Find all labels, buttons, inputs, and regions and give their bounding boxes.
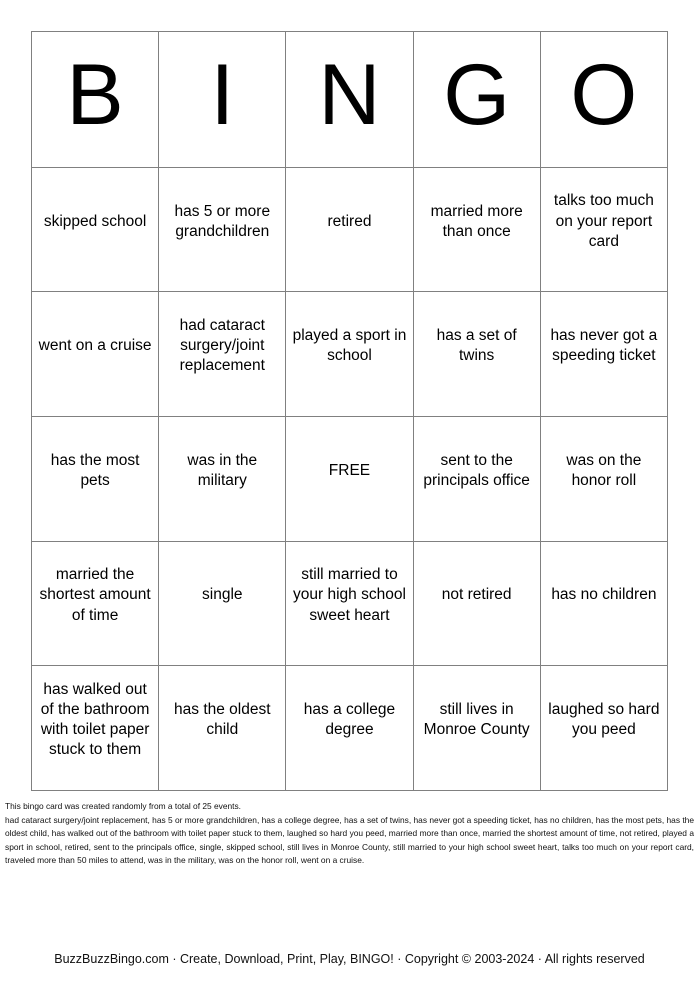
header-letter-i: I bbox=[210, 47, 235, 144]
bingo-cell[interactable] bbox=[286, 167, 413, 292]
bingo-grid bbox=[31, 31, 668, 791]
header-cell-g bbox=[413, 32, 540, 168]
bingo-cell-text: has walked out of the bathroom with toilet paper stuck to them bbox=[40, 680, 150, 759]
header-letter-o: O bbox=[570, 47, 638, 144]
bingo-free-cell[interactable] bbox=[286, 417, 413, 542]
disclaimer-line-1: This bingo card was created randomly from a total of 25 events. bbox=[5, 801, 242, 811]
bingo-header-row bbox=[32, 32, 668, 168]
disclaimer bbox=[5, 800, 694, 868]
bingo-cell[interactable] bbox=[413, 541, 540, 666]
bingo-row bbox=[32, 417, 668, 542]
bingo-cell[interactable] bbox=[413, 292, 540, 417]
bingo-cell[interactable] bbox=[540, 666, 667, 791]
bingo-cell[interactable] bbox=[286, 541, 413, 666]
bingo-cell-text: sent to the principals office bbox=[423, 451, 530, 489]
bingo-cell[interactable] bbox=[286, 292, 413, 417]
bingo-cell-text: has the most pets bbox=[50, 451, 140, 489]
bingo-cell[interactable] bbox=[159, 417, 286, 542]
bingo-row bbox=[32, 541, 668, 666]
bingo-cell[interactable] bbox=[159, 292, 286, 417]
bingo-row bbox=[32, 666, 668, 791]
bingo-row bbox=[32, 292, 668, 417]
header-cell-b bbox=[32, 32, 159, 168]
bingo-cell-text: went on a cruise bbox=[38, 337, 152, 355]
bingo-cell-text: still married to your high school sweet heart bbox=[293, 566, 406, 624]
bingo-cell[interactable] bbox=[32, 417, 159, 542]
bingo-cell-text: has no children bbox=[551, 586, 657, 604]
footer-text: BuzzBuzzBingo.com · Create, Download, Print, Play, BINGO! · Copyright © 2003-2024 · All rights reserved bbox=[54, 952, 645, 966]
bingo-cell-text: still lives in Monroe County bbox=[423, 701, 530, 739]
bingo-cell[interactable] bbox=[159, 541, 286, 666]
header-cell-o bbox=[540, 32, 667, 168]
bingo-cell-text: married the shortest amount of time bbox=[39, 566, 151, 624]
bingo-cell[interactable] bbox=[286, 666, 413, 791]
bingo-cell-text: not retired bbox=[441, 586, 512, 604]
bingo-cell-text: played a sport in school bbox=[292, 327, 407, 365]
bingo-cell[interactable] bbox=[159, 167, 286, 292]
bingo-cell-text: has never got a speeding ticket bbox=[550, 327, 658, 365]
footer bbox=[0, 952, 699, 967]
bingo-cell[interactable] bbox=[32, 167, 159, 292]
bingo-cell-text: talks too much on your report card bbox=[553, 192, 654, 250]
bingo-cell-text: has a set of twins bbox=[436, 327, 517, 365]
bingo-cell[interactable] bbox=[32, 666, 159, 791]
bingo-cell-text: skipped school bbox=[43, 212, 147, 230]
header-letter-g: G bbox=[443, 47, 511, 144]
bingo-cell-text: had cataract surgery/joint replacement bbox=[179, 317, 265, 375]
bingo-cell-text: single bbox=[202, 586, 243, 604]
bingo-cell-text: married more than once bbox=[430, 202, 523, 240]
bingo-cell[interactable] bbox=[32, 292, 159, 417]
bingo-cell-text: has a college degree bbox=[303, 701, 396, 739]
bingo-cell[interactable] bbox=[540, 167, 667, 292]
bingo-cell[interactable] bbox=[32, 541, 159, 666]
bingo-cell[interactable] bbox=[413, 417, 540, 542]
header-letter-b: B bbox=[66, 47, 124, 144]
bingo-cell-text: has the oldest child bbox=[174, 701, 271, 739]
bingo-cell[interactable] bbox=[413, 167, 540, 292]
header-letter-n: N bbox=[318, 47, 381, 144]
bingo-cell-text: retired bbox=[327, 212, 372, 230]
bingo-cell[interactable] bbox=[540, 292, 667, 417]
bingo-cell-text: was in the military bbox=[187, 451, 258, 489]
bingo-cell[interactable] bbox=[540, 417, 667, 542]
bingo-cell-text: laughed so hard you peed bbox=[548, 701, 660, 739]
bingo-cell-text: has 5 or more grandchildren bbox=[174, 202, 271, 240]
bingo-cell-text: was on the honor roll bbox=[566, 451, 642, 489]
bingo-free-cell-text: FREE bbox=[328, 461, 371, 479]
bingo-row bbox=[32, 167, 668, 292]
bingo-cell[interactable] bbox=[413, 666, 540, 791]
disclaimer-events-list: had cataract surgery/joint replacement, has 5 or more grandchildren, has a college degree, has a set of twins, has never got a speeding ticket, has no children, has the most pets, has the oldest child, has walked out of the bathroom with toilet paper stuck to them, laughed so hard you peed, married more than once, married the shortest amount of time, not retired, played a sport in school, retired, sent to the principals office, single, skipped school, still lives in Monroe County, still married to your high school sweet heart, talks too much on your report card, traveled more than 50 miles to attend, was in the military, was on the honor roll, went on a cruise. bbox=[5, 814, 694, 866]
bingo-cell[interactable] bbox=[540, 541, 667, 666]
bingo-cell[interactable] bbox=[159, 666, 286, 791]
header-cell-i bbox=[159, 32, 286, 168]
header-cell-n bbox=[286, 32, 413, 168]
